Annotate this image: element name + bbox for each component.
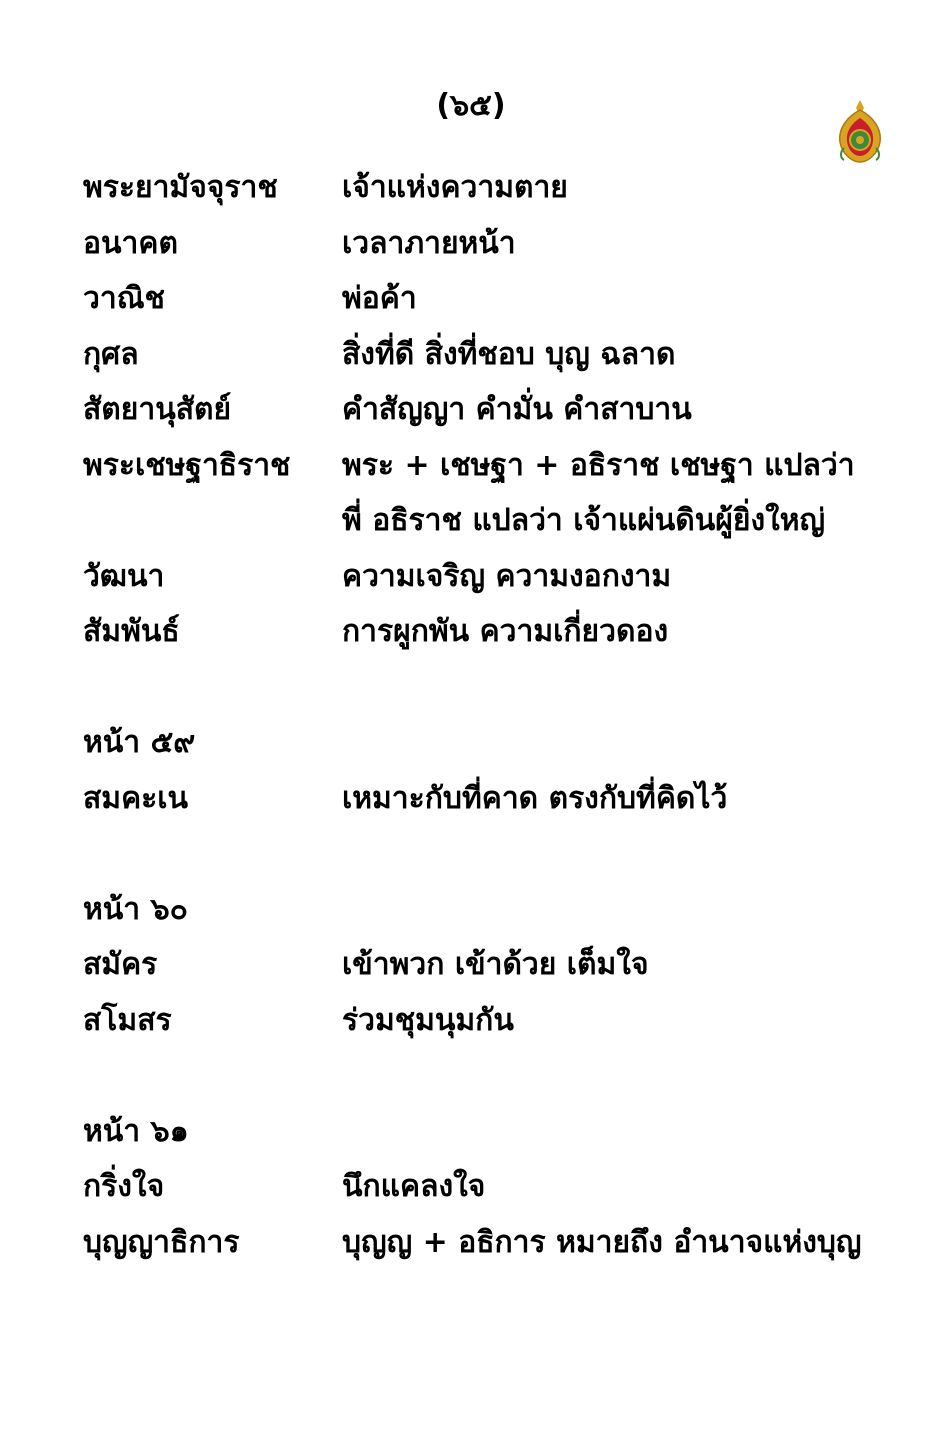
glossary-definition: เจ้าแห่งความตาย (342, 170, 568, 205)
glossary-definition: เวลาภายหน้า (342, 225, 516, 261)
section-spacer (83, 826, 883, 882)
glossary-term: พระยามัจจุราช (83, 170, 278, 205)
section-heading: หน้า ๖๐ (83, 891, 188, 927)
glossary-entry (83, 549, 883, 605)
glossary-term: สมัคร (83, 947, 158, 982)
glossary-definition: สิ่งที่ดี สิ่งที่ชอบ บุญ ฉลาด (342, 336, 676, 372)
glossary-definition: พระ + เชษฐา + อธิราช เชษฐา แปลว่า พี่ อธิราช แปลว่า เจ้าแผ่นดินผู้ยิ่งใหญ่ (342, 447, 855, 538)
page-number: (๖๕) (436, 88, 506, 123)
glossary-entry (83, 438, 883, 549)
glossary-term: สมคะเน (83, 780, 189, 816)
glossary-term: อนาคต (83, 225, 178, 261)
glossary-entry (83, 993, 883, 1049)
glossary-term: สัตยานุสัตย์ (83, 392, 232, 427)
section-spacer (83, 660, 883, 716)
glossary-entry (83, 1215, 883, 1271)
glossary-definition: บุญญ + อธิการ หมายถึง อำนาจแห่งบุญ (342, 1224, 862, 1260)
glossary-term: สโมสร (83, 1002, 172, 1038)
section-heading: หน้า ๕๙ (83, 725, 196, 760)
glossary-entry (83, 160, 883, 216)
glossary-entry (83, 771, 883, 827)
glossary-term: สัมพันธ์ (83, 614, 180, 649)
glossary-term: พระเชษฐาธิราช (83, 447, 291, 483)
glossary-term: วัฒนา (83, 558, 165, 594)
glossary-term: กุศล (83, 336, 139, 372)
glossary-entry (83, 216, 883, 272)
glossary-entry (83, 604, 883, 660)
section-heading: หน้า ๖๑ (83, 1113, 189, 1149)
glossary-entry (83, 271, 883, 327)
glossary-definition: ร่วมชุมนุมกัน (342, 1002, 514, 1038)
glossary (83, 160, 883, 1270)
glossary-definition: นึกแคลงใจ (342, 1169, 486, 1204)
glossary-definition: เหมาะกับที่คาด ตรงกับที่คิดไว้ (342, 780, 728, 816)
glossary-term: กริ่งใจ (83, 1169, 165, 1204)
glossary-entry (83, 382, 883, 438)
glossary-definition: ความเจริญ ความงอกงาม (342, 558, 672, 594)
section-spacer (83, 1048, 883, 1104)
glossary-definition: คำสัญญา คำมั่น คำสาบาน (342, 392, 692, 427)
glossary-entry (83, 937, 883, 993)
glossary-definition: การผูกพัน ความเกี่ยวดอง (342, 614, 669, 649)
glossary-term: วาณิช (83, 281, 165, 316)
glossary-definition: เข้าพวก เข้าด้วย เต็มใจ (342, 947, 649, 982)
glossary-entry (83, 1159, 883, 1215)
glossary-definition: พ่อค้า (342, 281, 417, 316)
glossary-term: บุญญาธิการ (83, 1224, 240, 1260)
royal-emblem-icon (834, 98, 886, 164)
glossary-entry (83, 327, 883, 383)
